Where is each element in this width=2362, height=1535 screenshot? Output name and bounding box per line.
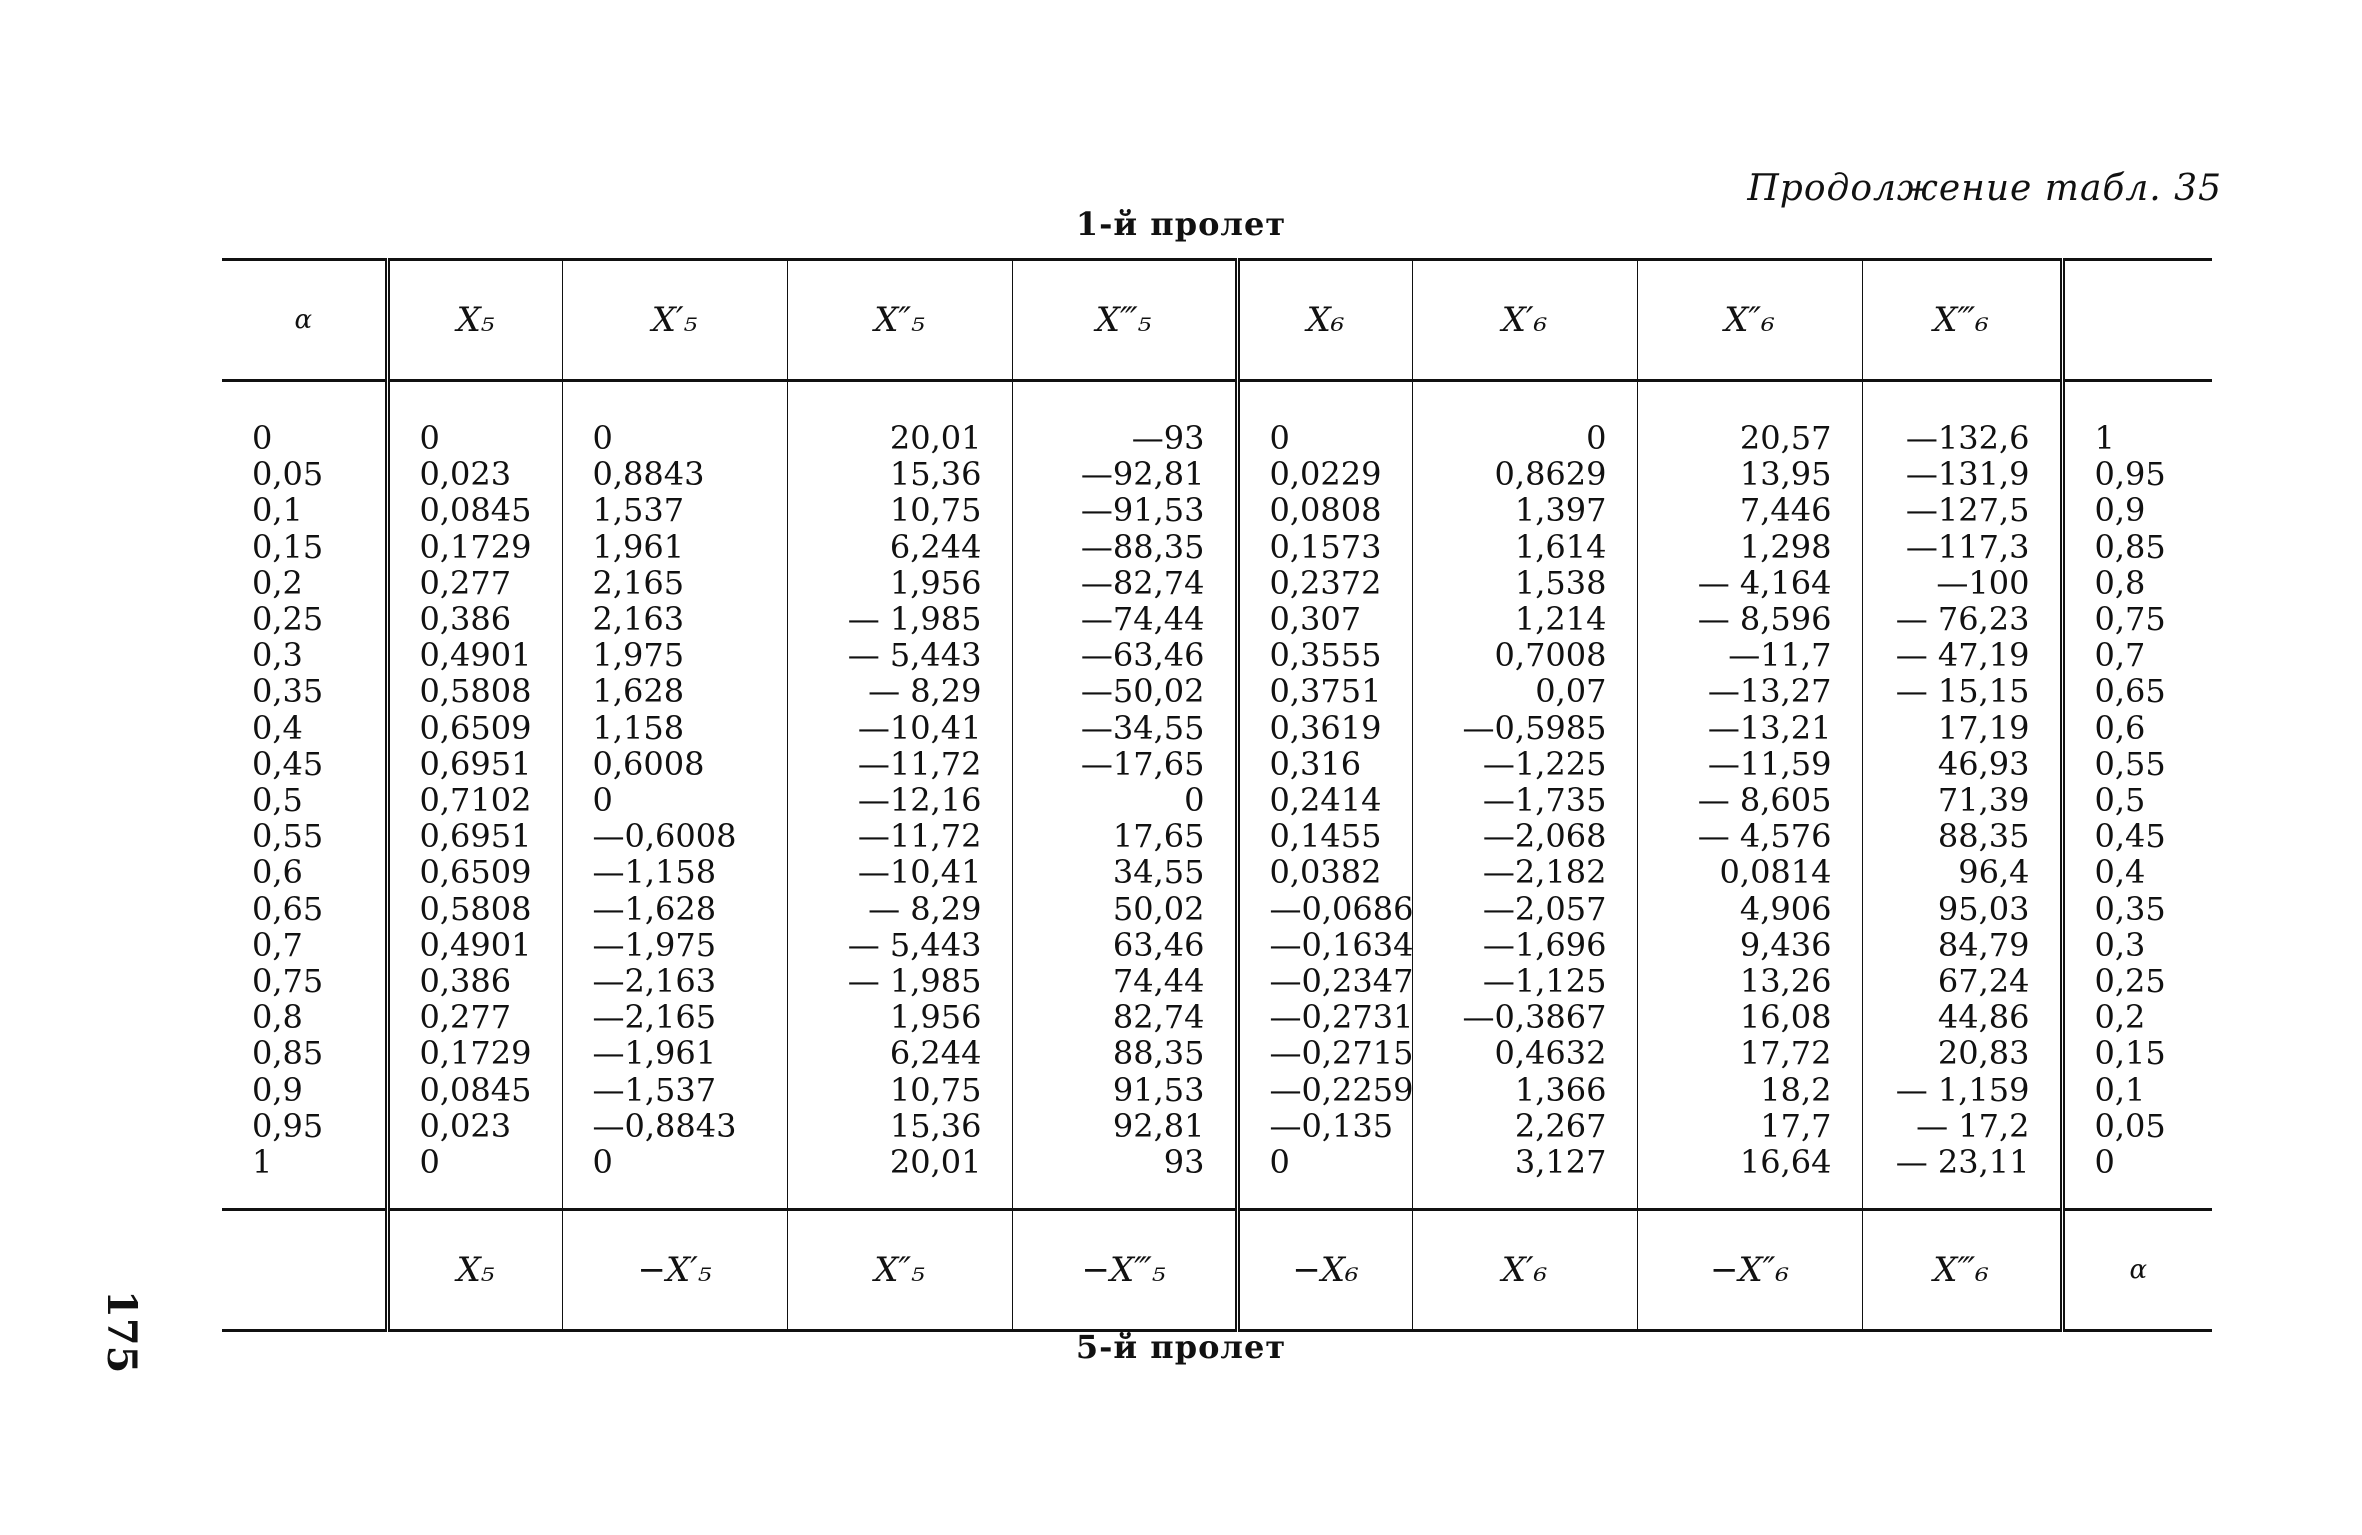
table-cell: 0,75 [252,962,324,1001]
table-cell: 0,4632 [1494,1034,1607,1073]
table-cell: — 23,11 [1895,1143,2030,1182]
table-cell: 0,2 [2094,998,2146,1037]
table-cell: —12,16 [857,781,982,820]
table-cell: 0,307 [1269,600,1362,639]
table-cell: 0,9 [252,1070,303,1109]
table-cell: — 1,985 [847,962,982,1001]
table-cell: 10,75 [889,491,982,530]
table-cell: —11,72 [857,817,982,856]
table-cell: 1,397 [1514,491,1607,530]
table-cell: 92,81 [1112,1106,1205,1145]
table-cell: —1,225 [1482,744,1607,783]
table-cell: 1,628 [592,672,685,711]
table-cell: —132,6 [1905,419,2030,457]
table-cell: — 47,19 [1895,636,2030,675]
table-cell: 0,0808 [1269,491,1382,530]
footer-neg-x5-triple-prime: −X‴₅ [1012,1210,1237,1331]
table-cell: 20,83 [1937,1034,2030,1073]
table-cell: 0,1 [2094,1070,2146,1109]
data-table [222,258,2212,1332]
table-cell: 50,02 [1112,889,1205,928]
table-cell: 6,244 [889,527,982,566]
table-cell: —91,53 [1080,491,1205,530]
table-cell: —13,21 [1707,708,1832,747]
table-cell: 0,8 [2094,563,2146,602]
table-cell: —11,59 [1707,744,1832,783]
table-cell: 0,5 [252,781,303,820]
table-cell: 96,4 [1958,853,2030,892]
table-cell: —1,975 [592,925,717,964]
col-x6-triple-prime [1862,381,2062,1210]
table-cell: 0,0382 [1269,853,1382,892]
table-cell: 0,07 [1535,672,1607,711]
table-cell: —1,158 [592,853,717,892]
table-cell: 0,277 [419,563,512,602]
header-alpha: α [294,305,313,335]
table-cell: 3,127 [1514,1143,1607,1182]
table-cell: —0,8843 [592,1106,737,1145]
table-cell: 0,8629 [1494,455,1607,494]
page-number: 175 [98,1290,145,1374]
table-cell: — 5,443 [847,925,982,964]
table-cell: 0,386 [419,600,512,639]
table-cell: 0,0814 [1719,853,1832,892]
table-cell: 17,72 [1739,1034,1832,1073]
table-cell: 0,386 [419,962,512,1001]
table-cell: 0,0845 [419,491,532,530]
table-cell: 0,5808 [419,889,532,928]
table-cell: 63,46 [1112,925,1205,964]
table-cell: 2,163 [592,600,685,639]
table-cell: 16,64 [1739,1143,1832,1182]
table-cell: 0,85 [252,1034,324,1073]
table-cell: 0 [1586,419,1607,457]
table-cell: 0,1 [252,491,303,530]
table-cell: 20,01 [889,1143,982,1182]
table-cell: 1,975 [592,636,685,675]
table-cell: 1,538 [1514,563,1607,602]
span-title-top: 1-й пролет [1075,205,1287,243]
table-cell: 1,961 [592,527,685,566]
table-cell: —1,628 [592,889,717,928]
table-cell: 9,436 [1739,925,1832,964]
table-cell: 0,35 [252,672,324,711]
table-cell: 0,3555 [1269,636,1382,675]
footer-x6-triple-prime: X‴₆ [1862,1210,2062,1331]
table-cell: —63,46 [1080,636,1205,675]
table-cell: —2,165 [592,998,717,1037]
table-cell: — 5,443 [847,636,982,675]
table-cell: 0,8 [252,998,303,1037]
table-cell: 0,2 [252,563,303,602]
table-cell: 0,15 [2094,1034,2166,1073]
table-cell: 18,2 [1760,1070,1832,1109]
table-cell: 0,2372 [1269,563,1382,602]
footer-neg-x6: −X₆ [1237,1210,1412,1331]
footer-neg-x6-double-prime: −X″₆ [1637,1210,1862,1331]
table-cell: 20,57 [1739,419,1832,457]
header-x6-double-prime: X″₆ [1637,260,1862,381]
table-cell: —1,696 [1482,925,1607,964]
table-cell: 0,0845 [419,1070,532,1109]
table-cell: 0,65 [2094,672,2166,711]
table-cell: —2,182 [1482,853,1607,892]
table-cell: 44,86 [1937,998,2030,1037]
footer-row [222,1210,2212,1331]
table-cell: 0,65 [252,889,324,928]
table-cell: — 15,15 [1895,672,2030,711]
table-cell: 1,366 [1514,1070,1607,1109]
header-x6: X₆ [1237,260,1412,381]
table-cell: 0,15 [252,527,324,566]
table-cell: 0,85 [2094,527,2166,566]
table-cell: 74,44 [1112,962,1205,1001]
col-x6 [1237,381,1412,1210]
col-x5-prime [562,381,787,1210]
table-cell: —117,3 [1905,527,2030,566]
table-cell: 0,2414 [1269,781,1382,820]
header-empty [2062,260,2212,381]
footer-x6-prime: X′₆ [1412,1210,1637,1331]
table-cell: 16,08 [1739,998,1832,1037]
table-cell: 46,93 [1937,744,2030,783]
table-cell: 0,95 [252,1106,324,1145]
table-cell: 0,95 [2094,455,2166,494]
table-cell: —0,3867 [1462,998,1607,1037]
footer-alpha: α [2062,1210,2212,1331]
table-cell: 67,24 [1937,962,2030,1001]
table-cell: — 8,596 [1697,600,1832,639]
header-x6-triple-prime: X‴₆ [1862,260,2062,381]
table-cell: —131,9 [1905,455,2030,494]
table-cell: 0,05 [2094,1106,2166,1145]
footer-x5-double-prime: X″₅ [787,1210,1012,1331]
table-cell: 0,7 [252,925,303,964]
col-x5 [387,381,562,1210]
table-cell: —11,72 [857,744,982,783]
table-cell: 0,3 [2094,925,2146,964]
table-cell: 0,25 [252,600,324,639]
table-cell: —0,2259 [1269,1070,1414,1109]
table-cell: 1,158 [592,708,685,747]
table-cell: 91,53 [1112,1070,1205,1109]
table-cell: 0,6951 [419,744,532,783]
data-table-wrapper [222,258,2212,1332]
table-cell: 88,35 [1112,1034,1205,1073]
data-body-row [222,381,2212,1210]
table-cell: 0 [592,1143,613,1182]
table-cell: —0,5985 [1462,708,1607,747]
table-cell: 7,446 [1739,491,1832,530]
span-title-bottom: 5-й пролет [1075,1328,1287,1366]
table-cell: —10,41 [857,708,982,747]
table-cell: —13,27 [1707,672,1832,711]
table-cell: 15,36 [889,1106,982,1145]
table-cell: 0 [592,781,613,820]
table-cell: 0,55 [2094,744,2166,783]
header-x5: X₅ [387,260,562,381]
table-cell: —2,057 [1482,889,1607,928]
table-cell: 71,39 [1937,781,2030,820]
table-cell: 10,75 [889,1070,982,1109]
col-alpha [222,381,387,1210]
table-cell: 0,316 [1269,744,1362,783]
table-cell: —0,0686 [1269,889,1414,928]
table-cell: 84,79 [1937,925,2030,964]
footer-empty [222,1210,387,1331]
table-cell: 0,6951 [419,817,532,856]
table-cell: 13,95 [1739,455,1832,494]
table-cell: 0,25 [2094,962,2166,1001]
table-cell: 0 [1184,781,1205,820]
table-cell: 0,6509 [419,853,532,892]
table-cell: 0,8843 [592,455,705,494]
col-alpha-reversed [2062,381,2212,1210]
table-cell: —50,02 [1080,672,1205,711]
table-cell: 88,35 [1937,817,2030,856]
table-cell: 0,023 [419,1106,512,1145]
table-cell: 1,956 [889,563,982,602]
table-cell: 0,1729 [419,1034,532,1073]
table-cell: 1,537 [592,491,685,530]
table-cell: 0,3 [252,636,303,675]
col-x5-double-prime [787,381,1012,1210]
table-cell: 0 [419,1143,440,1182]
table-cell: —0,2731 [1269,998,1414,1037]
table-cell: —1,125 [1482,962,1607,1001]
table-cell: 0,4901 [419,636,532,675]
table-cell: — 76,23 [1895,600,2030,639]
table-cell: —0,1634 [1269,925,1414,964]
table-cell: 0 [2094,1143,2115,1182]
table-cell: —10,41 [857,853,982,892]
table-cell: 0,6509 [419,708,532,747]
table-cell: 0,023 [419,455,512,494]
table-cell: 17,65 [1112,817,1205,856]
table-cell: —93 [1131,419,1205,457]
table-cell: 1 [2094,419,2115,457]
table-cell: — 8,29 [868,672,982,711]
footer-neg-x5-prime: −X′₅ [562,1210,787,1331]
table-cell: 93 [1163,1143,1205,1182]
table-cell: —92,81 [1080,455,1205,494]
table-cell: 0,7008 [1494,636,1607,675]
table-cell: 0 [1269,419,1290,457]
table-cell: — 1,985 [847,600,982,639]
footer-x5: X₅ [387,1210,562,1331]
table-cell: 0,7 [2094,636,2146,675]
table-cell: —2,068 [1482,817,1607,856]
table-cell: —2,163 [592,962,717,1001]
table-cell: 0,6 [252,853,303,892]
col-x6-prime [1412,381,1637,1210]
table-cell: 6,244 [889,1034,982,1073]
table-cell: 0,1729 [419,527,532,566]
table-cell: 2,165 [592,563,685,602]
table-cell: 0,3751 [1269,672,1382,711]
table-cell: 0,1573 [1269,527,1382,566]
table-cell: —0,135 [1269,1106,1394,1145]
table-cell: —0,6008 [592,817,737,856]
table-cell: —0,2715 [1269,1034,1414,1073]
table-cell: 0,35 [2094,889,2166,928]
table-cell: 0 [252,419,273,457]
col-x6-double-prime [1637,381,1862,1210]
table-cell: —82,74 [1080,563,1205,602]
table-cell: 0 [419,419,440,457]
table-cell: 1 [252,1143,273,1182]
table-cell: —1,961 [592,1034,717,1073]
table-cell: —34,55 [1080,708,1205,747]
table-cell: —127,5 [1905,491,2030,530]
table-cell: —74,44 [1080,600,1205,639]
table-cell: 0,4 [252,708,303,747]
table-cell: —100 [1936,563,2030,602]
table-cell: 0,9 [2094,491,2146,530]
table-cell: — 1,159 [1895,1070,2030,1109]
table-cell: 4,906 [1739,889,1832,928]
table-cell: — 17,2 [1916,1106,2030,1145]
table-cell: —11,7 [1728,636,1832,675]
table-cell: 2,267 [1514,1106,1607,1145]
table-cell: 0 [592,419,613,457]
table-cell: — 8,29 [868,889,982,928]
table-cell: —1,735 [1482,781,1607,820]
header-x5-prime: X′₅ [562,260,787,381]
header-x6-prime: X′₆ [1412,260,1637,381]
header-row [222,260,2212,381]
table-cell: 82,74 [1112,998,1205,1037]
table-cell: — 8,605 [1697,781,1832,820]
table-cell: 0,45 [2094,817,2166,856]
table-cell: 0,75 [2094,600,2166,639]
table-cell: —1,537 [592,1070,717,1109]
col-x5-triple-prime [1012,381,1237,1210]
table-cell: 0,5 [2094,781,2146,820]
table-cell: 0,6 [2094,708,2146,747]
table-cell: —17,65 [1080,744,1205,783]
table-cell: —88,35 [1080,527,1205,566]
table-cell: 0,7102 [419,781,532,820]
table-cell: 95,03 [1937,889,2030,928]
table-cell: 0,1455 [1269,817,1382,856]
table-cell: 1,614 [1514,527,1607,566]
table-cell: 0,6008 [592,744,705,783]
table-cell: 17,7 [1760,1106,1832,1145]
table-cell: 0,05 [252,455,324,494]
table-cell: 20,01 [889,419,982,457]
table-cell: 1,956 [889,998,982,1037]
table-cell: 0 [1269,1143,1290,1182]
table-cell: — 4,164 [1697,563,1832,602]
table-cell: 13,26 [1739,962,1832,1001]
table-continuation-caption: Продолжение табл. 35 [1747,168,2222,209]
table-cell: 0,4901 [419,925,532,964]
table-cell: 1,214 [1514,600,1607,639]
table-cell: 0,4 [2094,853,2146,892]
table-cell: 34,55 [1112,853,1205,892]
header-x5-double-prime: X″₅ [787,260,1012,381]
table-cell: 0,277 [419,998,512,1037]
table-cell: 15,36 [889,455,982,494]
table-cell: 1,298 [1739,527,1832,566]
table-cell: 0,0229 [1269,455,1382,494]
table-cell: —0,2347 [1269,962,1414,1001]
table-cell: 0,5808 [419,672,532,711]
table-cell: 0,3619 [1269,708,1382,747]
table-cell: 17,19 [1937,708,2030,747]
table-cell: 0,55 [252,817,324,856]
table-cell: 0,45 [252,744,324,783]
header-x5-triple-prime: X‴₅ [1012,260,1237,381]
table-cell: — 4,576 [1697,817,1832,856]
